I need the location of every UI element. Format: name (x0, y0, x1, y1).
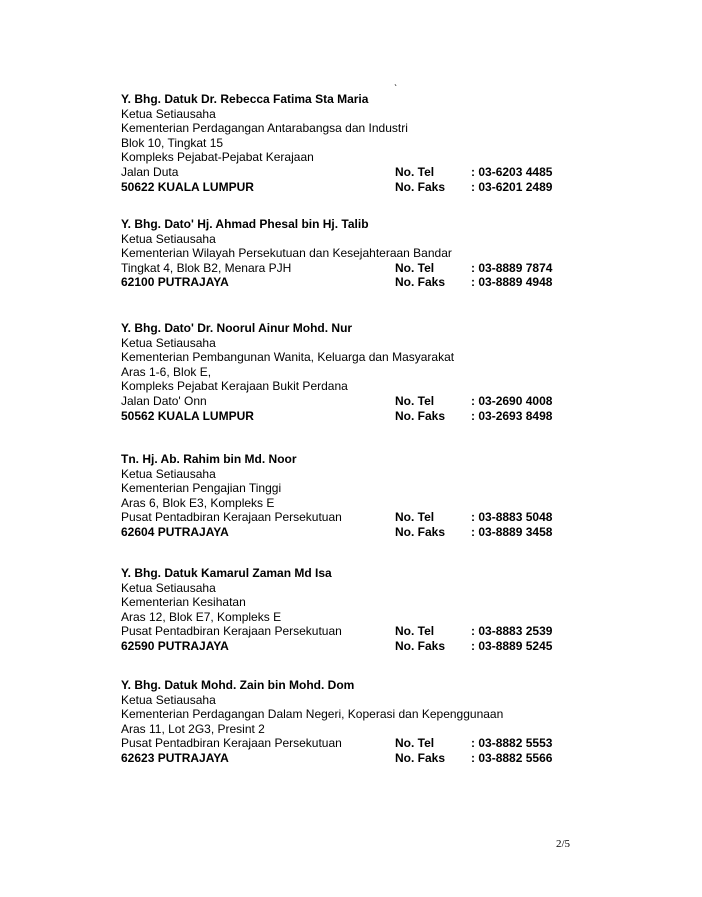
address-line: Pusat Pentadbiran Kerajaan Persekutuan (121, 624, 342, 639)
address-line: Kementerian Wilayah Persekutuan dan Kesejahteraan Bandar (121, 246, 452, 261)
contact-name: Y. Bhg. Dato' Hj. Ahmad Phesal bin Hj. Talib (121, 217, 369, 231)
contact-name: Y. Bhg. Datuk Kamarul Zaman Md Isa (121, 566, 332, 580)
contact-title: Ketua Setiausaha (121, 106, 216, 121)
fax-row (121, 409, 581, 424)
fax-row (121, 525, 581, 540)
tel-label: No. Tel (395, 510, 435, 525)
tel-label: No. Tel (395, 624, 435, 639)
address-line: Kompleks Pejabat-Pejabat Kerajaan (121, 150, 314, 165)
tel-label: No. Tel (395, 260, 435, 275)
address-line: Pusat Pentadbiran Kerajaan Persekutuan (121, 510, 342, 525)
contact-entry (121, 92, 581, 194)
address-line: Jalan Dato' Onn (121, 393, 207, 408)
fax-label: No. Faks (395, 179, 446, 194)
fax-number: 03-6201 2489 (478, 179, 553, 194)
contact-entry (121, 321, 581, 423)
postcode-city: 62100 PUTRAJAYA (121, 275, 229, 290)
contact-entry (121, 217, 581, 290)
separator: : (471, 510, 479, 525)
separator: : (471, 638, 479, 653)
fax-value (471, 525, 552, 540)
fax-value (471, 639, 552, 654)
fax-value (471, 180, 552, 195)
fax-number: 03-8889 3458 (478, 524, 553, 539)
separator: : (471, 736, 479, 751)
contact-entry (121, 566, 581, 654)
separator: : (471, 393, 479, 408)
separator: : (471, 408, 479, 423)
address-line: Kementerian Kesihatan (121, 595, 246, 610)
tel-row (121, 510, 581, 525)
contact-title: Ketua Setiausaha (121, 466, 216, 481)
tel-row (121, 165, 581, 180)
fax-row (121, 751, 581, 766)
fax-number: 03-8889 4948 (478, 275, 553, 290)
separator: : (471, 524, 479, 539)
address-line: Kompleks Pejabat Kerajaan Bukit Perdana (121, 379, 348, 394)
contact-name: Y. Bhg. Datuk Dr. Rebecca Fatima Sta Maria (121, 92, 369, 106)
fax-number: 03-8889 5245 (478, 638, 553, 653)
tel-label: No. Tel (395, 393, 435, 408)
address-line: Tingkat 4, Blok B2, Menara PJH (121, 260, 292, 275)
tel-number: 03-8889 7874 (478, 260, 553, 275)
separator: : (471, 275, 479, 290)
contact-name: Y. Bhg. Datuk Mohd. Zain bin Mohd. Dom (121, 678, 355, 692)
tel-value (471, 165, 552, 180)
tel-label: No. Tel (395, 164, 435, 179)
address-line: Blok 10, Tingkat 15 (121, 135, 224, 150)
address-line: Pusat Pentadbiran Kerajaan Persekutuan (121, 736, 342, 751)
fax-number: 03-8882 5566 (478, 750, 553, 765)
tel-value (471, 624, 552, 639)
address-line: Kementerian Perdagangan Antarabangsa dan Industri (121, 121, 408, 136)
fax-row (121, 275, 581, 290)
separator: : (471, 164, 479, 179)
fax-number: 03-2693 8498 (478, 408, 553, 423)
fax-label: No. Faks (395, 638, 446, 653)
address-line: Aras 12, Blok E7, Kompleks E (121, 609, 282, 624)
postcode-city: 50562 KUALA LUMPUR (121, 408, 254, 423)
contact-name: Y. Bhg. Dato' Dr. Noorul Ainur Mohd. Nur (121, 321, 353, 335)
stray-mark: ˋ (394, 84, 398, 95)
tel-number: 03-2690 4008 (478, 393, 553, 408)
contact-title: Ketua Setiausaha (121, 692, 216, 707)
contact-title: Ketua Setiausaha (121, 580, 216, 595)
tel-label: No. Tel (395, 736, 435, 751)
fax-row (121, 180, 581, 195)
postcode-city: 50622 KUALA LUMPUR (121, 179, 254, 194)
separator: : (471, 260, 479, 275)
tel-value (471, 261, 552, 276)
address-line: Kementerian Perdagangan Dalam Negeri, Koperasi dan Kepenggunaan (121, 707, 504, 722)
fax-row (121, 639, 581, 654)
tel-row (121, 394, 581, 409)
postcode-city: 62623 PUTRAJAYA (121, 750, 229, 765)
address-line: Kementerian Pembangunan Wanita, Keluarga dan Masyarakat (121, 350, 455, 365)
tel-value (471, 736, 552, 751)
fax-value (471, 409, 552, 424)
contact-entry (121, 678, 581, 766)
separator: : (471, 179, 479, 194)
fax-value (471, 275, 552, 290)
tel-number: 03-8882 5553 (478, 736, 553, 751)
postcode-city: 62590 PUTRAJAYA (121, 638, 229, 653)
address-line: Kementerian Pengajian Tinggi (121, 481, 282, 496)
address-line: Aras 6, Blok E3, Kompleks E (121, 495, 275, 510)
tel-row (121, 624, 581, 639)
fax-label: No. Faks (395, 524, 446, 539)
postcode-city: 62604 PUTRAJAYA (121, 524, 229, 539)
tel-number: 03-6203 4485 (478, 164, 553, 179)
fax-label: No. Faks (395, 408, 446, 423)
fax-label: No. Faks (395, 750, 446, 765)
address-line: Aras 11, Lot 2G3, Presint 2 (121, 721, 265, 736)
address-line: Jalan Duta (121, 164, 179, 179)
tel-value (471, 510, 552, 525)
tel-row (121, 736, 581, 751)
contact-title: Ketua Setiausaha (121, 231, 216, 246)
tel-number: 03-8883 5048 (478, 510, 553, 525)
tel-row (121, 261, 581, 276)
fax-value (471, 751, 552, 766)
separator: : (471, 624, 479, 639)
fax-label: No. Faks (395, 275, 446, 290)
tel-value (471, 394, 552, 409)
contact-entry (121, 452, 581, 540)
address-line: Aras 1-6, Blok E, (121, 364, 212, 379)
contact-name: Tn. Hj. Ab. Rahim bin Md. Noor (121, 452, 297, 466)
contact-title: Ketua Setiausaha (121, 335, 216, 350)
separator: : (471, 750, 479, 765)
tel-number: 03-8883 2539 (478, 624, 553, 639)
page-number: 2/5 (556, 838, 571, 850)
